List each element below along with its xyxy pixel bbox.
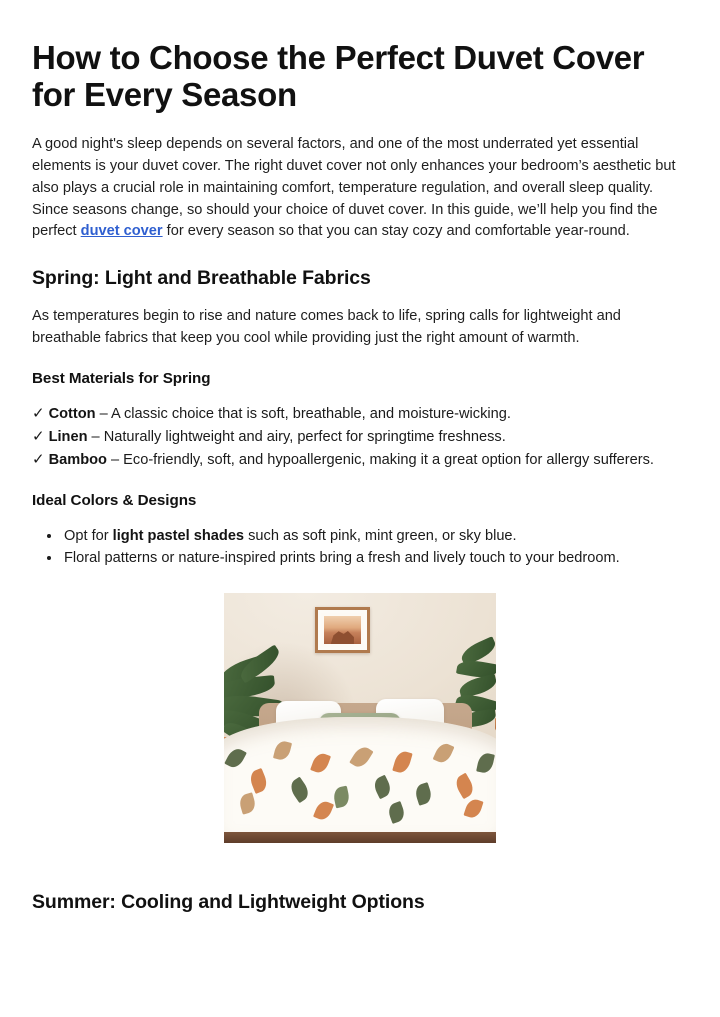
bullet-text-lead: Floral patterns or nature-inspired prints bring a fresh and lively touch to your bedroom. [64, 549, 620, 566]
plant-pot-right [495, 718, 496, 731]
list-item [32, 403, 684, 426]
section-heading-summer: Summer: Cooling and Lightweight Options [32, 891, 425, 914]
duvet-cover [224, 717, 496, 837]
intro-text-before-link: A good night's sleep depends on several factors, and one of the most underrated yet essential elements is your duvet cover. The right duvet cover not only enhances your bedroom’s aesthetic but also plays a crucial role in maintaining comfort, temperature regulation, and overall sleep quality. Since seasons change, so should your choice of duvet cover. In this guide, we’ll help you find the perfect [32, 135, 676, 240]
spring-materials-list [32, 403, 684, 472]
section-heading-spring: Spring: Light and Breathable Fabrics [32, 267, 371, 290]
bedroom-photo [224, 593, 496, 843]
subheading-ideal-colors-designs: Ideal Colors & Designs [32, 491, 197, 509]
check-mark-icon: ✓ [32, 428, 45, 446]
spring-paragraph: As temperatures begin to rise and nature comes back to life, spring calls for lightweight and breathable fabrics that keep you cool while providing just the right amount of warmth. [32, 308, 621, 347]
intro-text-after-link: for every season so that you can stay cozy and comfortable year-round. [162, 223, 630, 240]
material-description: – Eco-friendly, soft, and hypoallergenic, making it a great option for allergy sufferers. [106, 451, 654, 468]
material-name: Bamboo [48, 451, 107, 468]
page-title: How to Choose the Perfect Duvet Cover for Every Season [32, 39, 645, 113]
spring-colors-list [32, 525, 688, 569]
subheading-best-materials-spring: Best Materials for Spring [32, 370, 211, 388]
bedroom-photo-figure [32, 593, 688, 843]
check-mark-icon: ✓ [32, 405, 45, 423]
check-mark-icon: ✓ [32, 450, 45, 468]
frame-artwork-image [324, 616, 360, 644]
intro-paragraph [32, 134, 684, 243]
frame-mat [321, 613, 363, 647]
material-name: Linen [48, 429, 88, 446]
floor [224, 832, 496, 843]
list-item [62, 525, 688, 547]
material-name: Cotton [48, 406, 96, 423]
list-item [62, 547, 688, 569]
material-description: – Naturally lightweight and airy, perfect for springtime freshness. [87, 429, 506, 446]
bullet-text-tail: such as soft pink, mint green, or sky blue. [244, 527, 517, 544]
bullet-text-lead: Opt for [64, 527, 113, 544]
list-item [32, 449, 684, 472]
framed-artwork [315, 607, 369, 653]
duvet-cover-link[interactable]: duvet cover [80, 223, 163, 240]
list-item [32, 426, 684, 449]
material-description: – A classic choice that is soft, breathable, and moisture-wicking. [95, 406, 511, 423]
bullet-text-emphasis: light pastel shades [112, 527, 245, 544]
